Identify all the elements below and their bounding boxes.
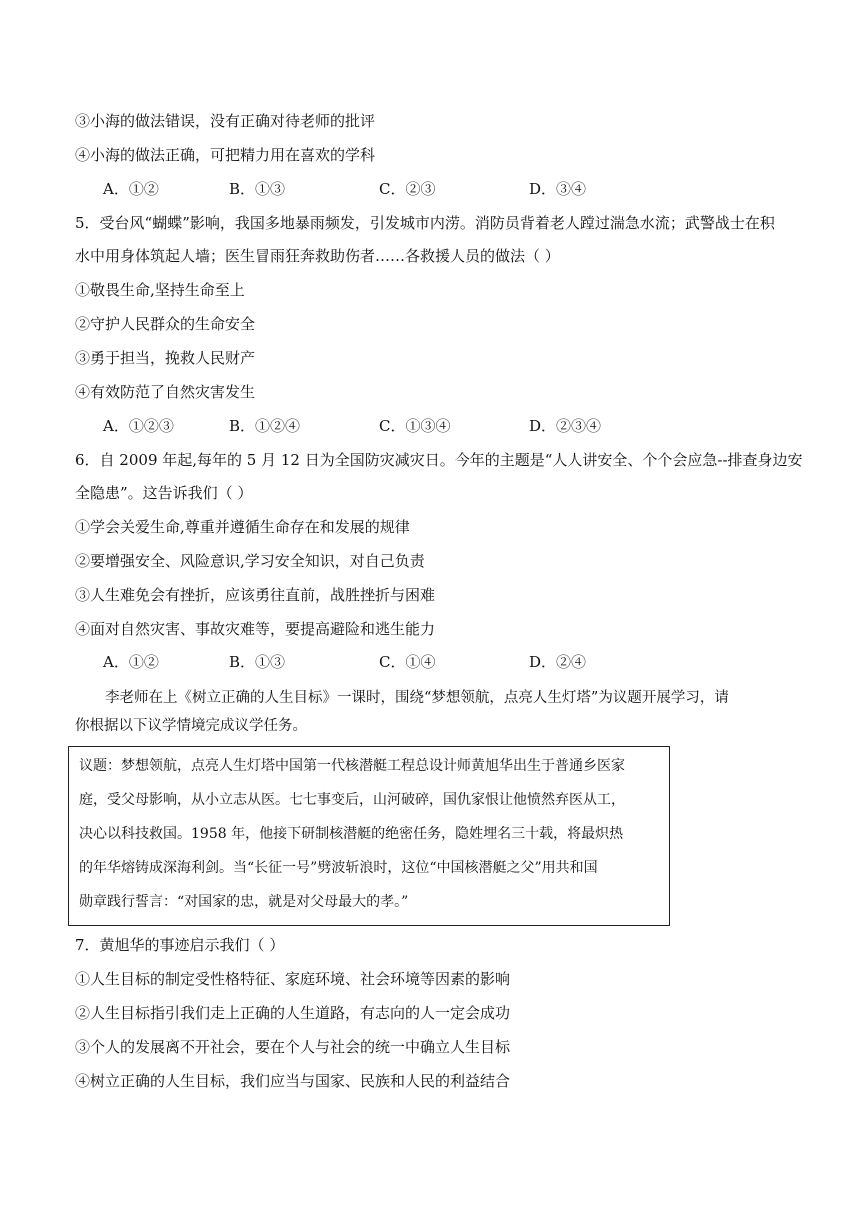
q4-option-b: B．①③ — [229, 180, 286, 198]
q4-statement-3: ③小海的做法错误，没有正确对待老师的批评 — [75, 112, 376, 130]
q4-option-c: C．②③ — [379, 180, 436, 198]
material-line-5: 勋章践行誓言：“对国家的忠，就是对父母最大的孝。” — [79, 894, 409, 910]
q6-statement-2: ②要增强安全、风险意识,学习安全知识，对自己负责 — [75, 552, 425, 570]
q5-option-d: D．②③④ — [529, 417, 602, 435]
q6-statement-4: ④面对自然灾害、事故灾难等，要提高避险和逃生能力 — [75, 620, 436, 638]
q6-stem-line-2: 全隐患”。这告诉我们（ ） — [75, 484, 253, 502]
q5-statement-2: ②守护人民群众的生命安全 — [75, 315, 256, 333]
intro-line-1: 李老师在上《树立正确的人生目标》一课时，围绕“梦想领航，点亮人生灯塔”为议题开展学习，请 — [105, 690, 729, 706]
q5-statement-4: ④有效防范了自然灾害发生 — [75, 383, 256, 401]
q7-statement-4: ④树立正确的人生目标，我们应当与国家、民族和人民的利益结合 — [75, 1072, 511, 1090]
q7-statement-1: ①人生目标的制定受性格特征、家庭环境、社会环境等因素的影响 — [75, 970, 511, 988]
q5-statement-1: ①敬畏生命,坚持生命至上 — [75, 281, 245, 299]
material-line-3: 决心以科技救国。1958 年，他接下研制核潜艇的绝密任务，隐姓埋名三十载，将最炽热 — [79, 826, 624, 842]
q5-option-c: C．①③④ — [379, 417, 451, 435]
material-line-4: 的年华熔铸成深海利剑。当“长征一号”劈波斩浪时，这位“中国核潜艇之父”用共和国 — [79, 860, 598, 876]
q6-option-d: D．②④ — [529, 653, 587, 671]
q4-option-a: A．①② — [103, 180, 159, 198]
q7-statement-2: ②人生目标指引我们走上正确的人生道路，有志向的人一定会成功 — [75, 1004, 511, 1022]
q4-statement-4: ④小海的做法正确，可把精力用在喜欢的学科 — [75, 146, 376, 164]
q6-statement-1: ①学会关爱生命,尊重并遵循生命存在和发展的规律 — [75, 518, 410, 536]
q6-option-b: B．①③ — [229, 653, 286, 671]
q4-option-d: D．③④ — [529, 180, 587, 198]
q5-option-a: A．①②③ — [103, 417, 174, 435]
q5-stem-line-1: 5．受台风“蝴蝶”影响，我国多地暴雨频发，引发城市内涝。消防员背着老人蹚过湍急水流；武警战士在积 — [75, 214, 775, 232]
q7-stem: 7．黄旭华的事迹启示我们（ ） — [75, 936, 285, 954]
q6-option-c: C．①④ — [379, 653, 436, 671]
material-box — [68, 746, 670, 926]
intro-line-2: 你根据以下议学情境完成议学任务。 — [75, 718, 307, 734]
q6-statement-3: ③人生难免会有挫折，应该勇往直前，战胜挫折与困难 — [75, 586, 436, 604]
q6-option-a: A．①② — [103, 653, 159, 671]
q7-statement-3: ③个人的发展离不开社会，要在个人与社会的统一中确立人生目标 — [75, 1038, 511, 1056]
q5-statement-3: ③勇于担当，挽救人民财产 — [75, 349, 256, 367]
material-line-2: 庭，受父母影响，从小立志从医。七七事变后，山河破碎，国仇家恨让他愤然弃医从工， — [79, 792, 625, 808]
q5-option-b: B．①②④ — [229, 417, 301, 435]
q5-stem-line-2: 水中用身体筑起人墙；医生冒雨狂奔救助伤者……各救援人员的做法（ ） — [75, 247, 560, 265]
material-line-1: 议题：梦想领航，点亮人生灯塔中国第一代核潜艇工程总设计师黄旭华出生于普通乡医家 — [79, 758, 625, 774]
q6-stem-line-1: 6．自 2009 年起,每年的 5 月 12 日为全国防灾减灾日。今年的主题是“人人讲安全、个个会应急--排查身边安 — [75, 451, 803, 469]
